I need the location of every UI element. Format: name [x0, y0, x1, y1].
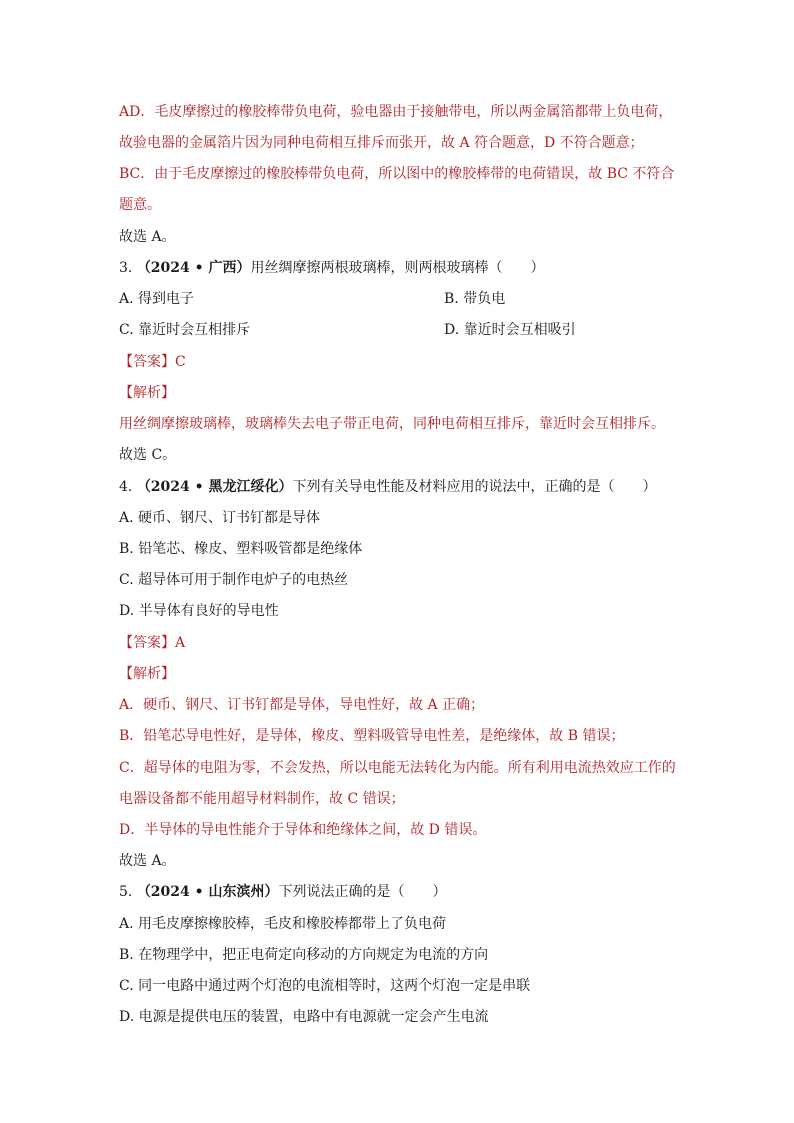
conclusion-line: 故选 A。 [119, 853, 176, 869]
option-b: B. 在物理学中，把正电荷定向移动的方向规定为电流的方向 [119, 947, 489, 963]
question-source: （2024 • 黑龙江绥化） [136, 479, 293, 495]
question-source: （2024 • 广西） [136, 260, 251, 276]
explanation-line: AD．毛皮摩擦过的橡胶棒带负电荷，验电器由于接触带电，所以两金属箔都带上负电荷， [119, 104, 673, 120]
question-4 [119, 477, 656, 497]
question-stem: 下列有关导电性能及材料应用的说法中，正确的是（ ） [292, 479, 657, 495]
question-stem: 下列说法正确的是（ ） [278, 884, 447, 900]
explanation-line: D．半导体的导电性能介于导体和绝缘体之间，故 D 错误。 [119, 822, 487, 838]
conclusion-line: 故选 C。 [119, 447, 177, 463]
question-number: 4. [119, 479, 133, 495]
option-a: A. 硬币、钢尺、订书钉都是导体 [119, 510, 321, 526]
explanation-line: 故验电器的金属箔片因为同种电荷相互排斥而张开，故 A 符合题意，D 不符合题意； [119, 135, 644, 151]
option-b: B. 带负电 [444, 291, 506, 307]
option-c: C. 靠近时会互相排斥 [119, 322, 251, 338]
explanation-line: C．超导体的电阻为零，不会发热，所以电能无法转化为内能。所有利用电流热效应工作的 [119, 760, 676, 776]
explanation-line: B．铅笔芯导电性好，是导体，橡皮、塑料吸管导电性差，是绝缘体，故 B 错误； [119, 728, 625, 744]
question-3 [119, 258, 544, 278]
option-d: D. 电源是提供电压的装置，电路中有电源就一定会产生电流 [119, 1009, 489, 1025]
explanation-line: A．硬币、钢尺、订书钉都是导体，导电性好，故 A 正确； [119, 697, 485, 713]
answer-label: 【答案】C [119, 354, 186, 370]
option-b: B. 铅笔芯、橡皮、塑料吸管都是绝缘体 [119, 541, 363, 557]
explanation-line: BC．由于毛皮摩擦过的橡胶棒带负电荷，所以图中的橡胶棒带的电荷错误，故 BC 不符合 [119, 166, 675, 182]
option-d: D. 半导体有良好的导电性 [119, 603, 279, 619]
question-5 [119, 882, 446, 902]
explanation-line: 题意。 [119, 197, 161, 213]
question-stem: 用丝绸摩擦两根玻璃棒，则两根玻璃棒（ ） [250, 260, 545, 276]
analysis-label: 【解析】 [119, 385, 175, 401]
analysis-label: 【解析】 [119, 666, 175, 682]
option-a: A. 用毛皮摩擦橡胶棒，毛皮和橡胶棒都带上了负电荷 [119, 916, 447, 932]
answer-label: 【答案】A [119, 635, 186, 651]
explanation-line: 用丝绸摩擦玻璃棒，玻璃棒失去电子带正电荷，同种电荷相互排斥，靠近时会互相排斥。 [119, 416, 665, 432]
question-source: （2024 • 山东滨州） [136, 884, 279, 900]
question-number: 5. [119, 884, 133, 900]
option-c: C. 同一电路中通过两个灯泡的电流相等时，这两个灯泡一定是串联 [119, 978, 531, 994]
conclusion-line: 故选 A。 [119, 229, 176, 245]
option-c: C. 超导体可用于制作电炉子的电热丝 [119, 572, 349, 588]
explanation-line: 电器设备都不能用超导材料制作，故 C 错误； [119, 791, 405, 807]
option-a: A. 得到电子 [119, 291, 195, 307]
question-number: 3. [119, 260, 133, 276]
option-d: D. 靠近时会互相吸引 [444, 322, 576, 338]
